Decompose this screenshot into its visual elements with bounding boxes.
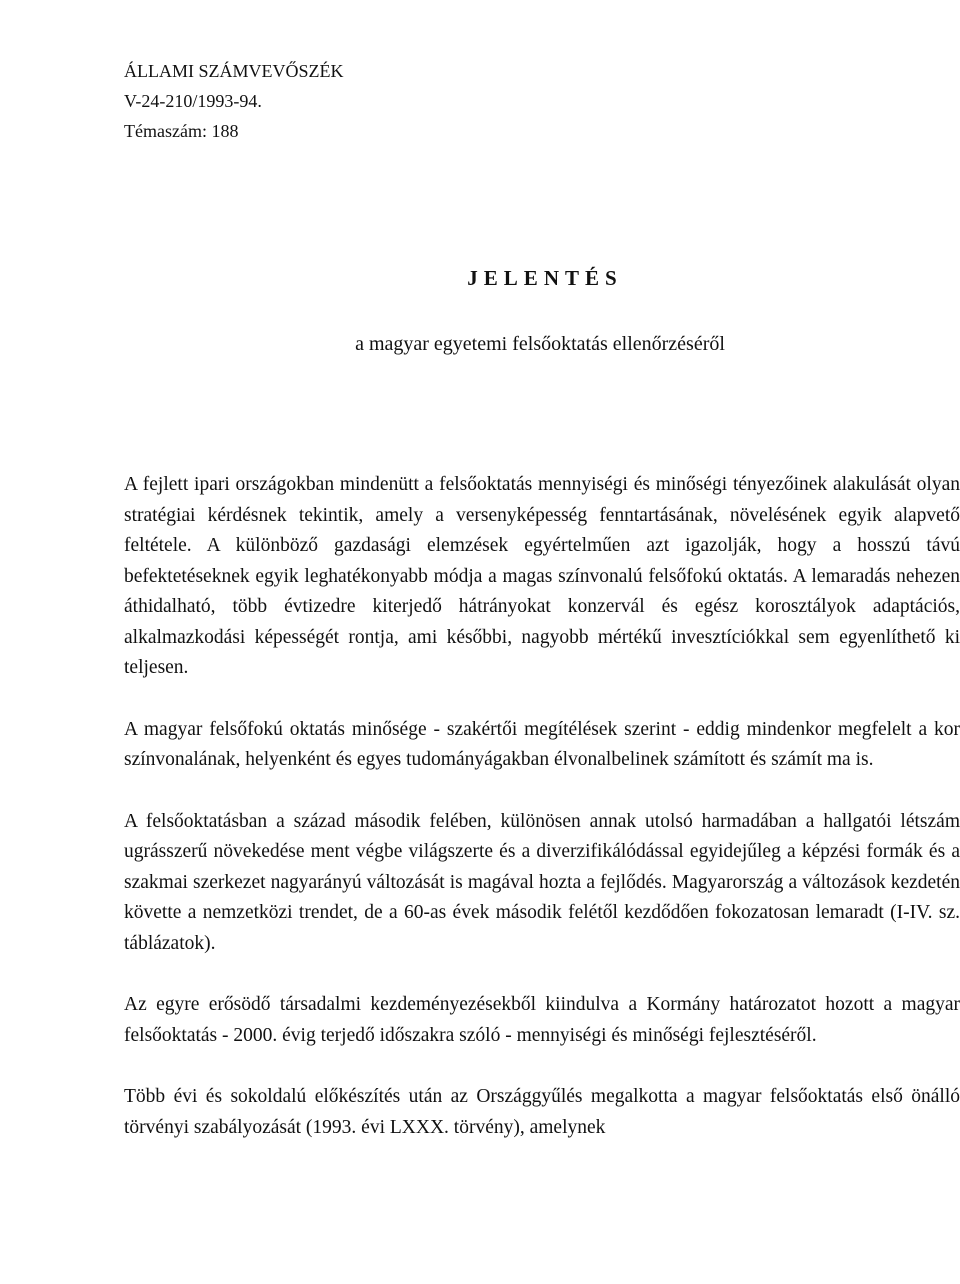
paragraph: A felsőoktatásban a század második felében, különösen annak utolsó harmadában a hallgatói létszám ugrásszerű növekedése ment végbe világszerte és a diverzifikálódással egyidejűleg a képzési formák és a szakmai szerkezet nagyarányú változását is magával hozta a fejlődés. Magyarország a változások kezdetén követte a nemzetközi trendet, de a 60-as évek második felétől kezdődően fokozatosan lemaradt (I-IV. sz. táblázatok). [124, 810, 960, 954]
document-subtitle: a magyar egyetemi felsőoktatás ellenőrzéséről [355, 333, 725, 355]
document-header [124, 56, 344, 146]
organization-name: ÁLLAMI SZÁMVEVŐSZÉK [124, 61, 344, 81]
paragraph: A fejlett ipari országokban mindenütt a felsőoktatás mennyiségi és minőségi tényezőinek alakulását olyan stratégiai kérdésnek tekintik, amely a versenyképesség fenntartásának, növelésének egyik alapvető feltétele. A különböző gazdasági elemzések egyértelműen azt igazolják, hogy a hosszú távú befektetéseknek egyik leghatékonyabb módja a magas színvonalú felsőfokú oktatás. A lemaradás nehezen áthidalható, több évtizedre kiterjedő hátrányokat konzervál és egész korosztályok adaptációs, alkalmazkodási képességét rontja, ami későbbi, nagyobb mértékű invesztíciókkal sem egyenlíthető ki teljesen. [124, 474, 960, 678]
reference-number: V-24-210/1993-94. [124, 91, 262, 111]
document-body [124, 470, 960, 1174]
paragraph: Az egyre erősödő társadalmi kezdeményezésekből kiindulva a Kormány határozatot hozott a magyar felsőoktatás - 2000. évig terjedő időszakra szóló - mennyiségi és minőségi fejlesztéséről. [124, 994, 960, 1046]
topic-number: Témaszám: 188 [124, 121, 239, 141]
paragraph: Több évi és sokoldalú előkészítés után az Országgyűlés megalkotta a magyar felsőoktatás első önálló törvényi szabályozását (1993. évi LXXX. törvény), amelynek [124, 1086, 960, 1138]
document-title: JELENTÉS [467, 266, 623, 290]
paragraph: A magyar felsőfokú oktatás minősége - szakértői megítélések szerint - eddig mindenkor megfelelt a kor színvonalának, helyenként és egyes tudományágakban élvonalbelinek számított és számít ma is. [124, 718, 960, 770]
